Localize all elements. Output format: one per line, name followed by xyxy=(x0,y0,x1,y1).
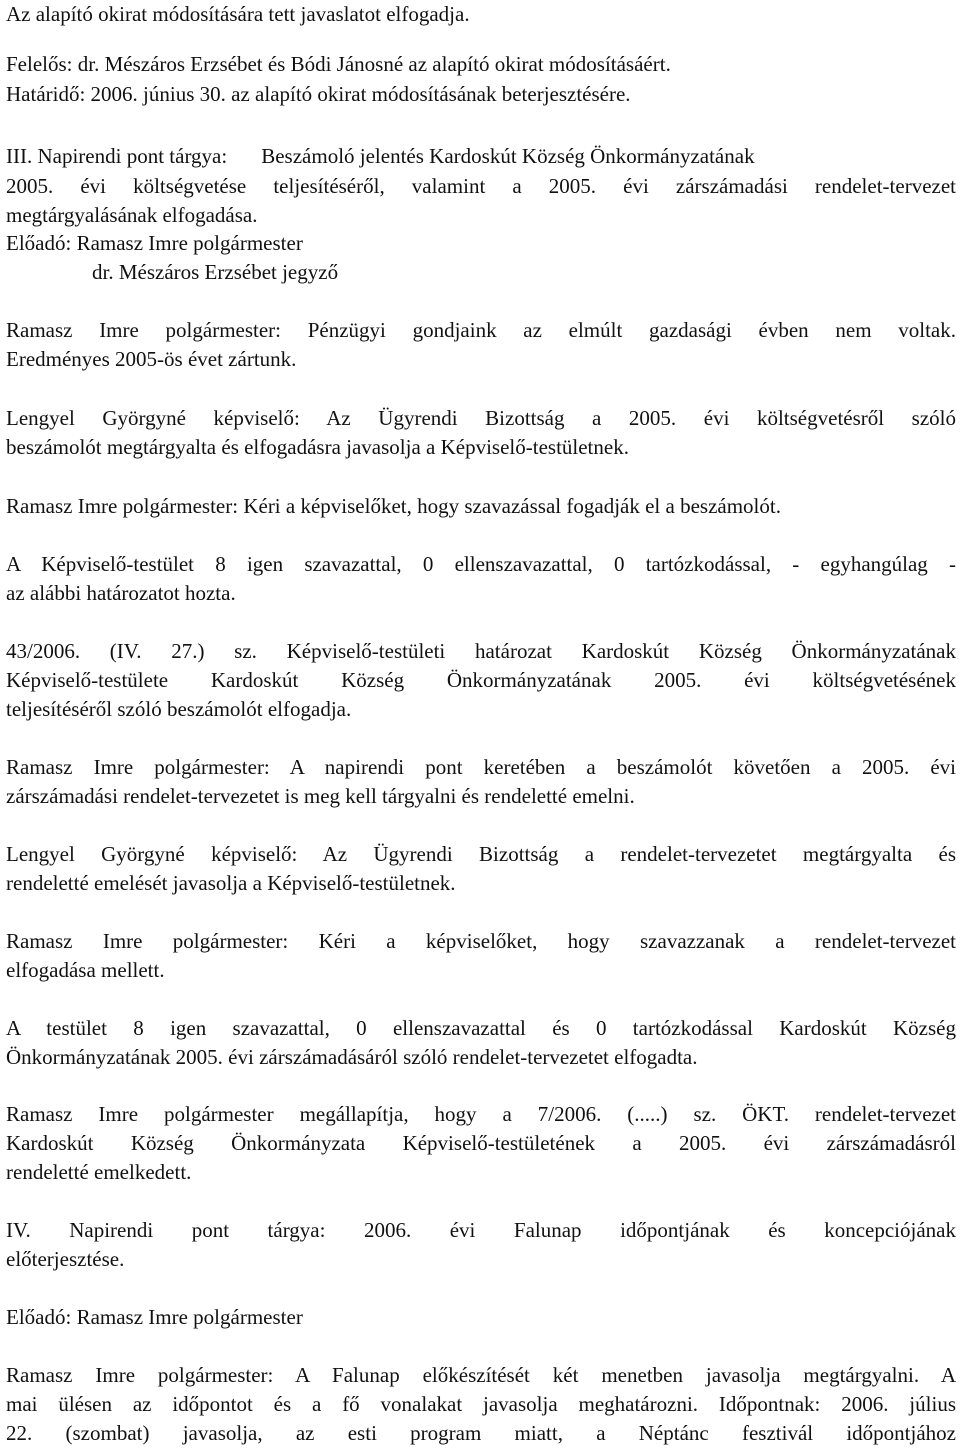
text-line: előterjesztése. xyxy=(6,1247,125,1271)
agenda-number: III. Napirendi pont tárgya: xyxy=(6,144,228,168)
text-line: Határidő: 2006. június 30. az alapító okirat módosításának beterjesztésére. xyxy=(6,82,631,106)
presenter-line: Előadó: Ramasz Imre polgármester xyxy=(6,231,303,255)
text-line: beszámolót megtárgyalta és elfogadásra javasolja a Képviselő-testületnek. xyxy=(6,435,629,459)
resolution-number: 43/2006. (IV. 27.) sz. xyxy=(6,639,257,663)
presenter-line: Előadó: Ramasz Imre polgármester xyxy=(6,1305,303,1329)
text-line: Ramasz Imre polgármester: Kéri a képviselőket, hogy szavazzanak a rendelet-tervezet xyxy=(6,929,956,953)
text-line: Ramasz Imre polgármester: A napirendi pont keretében a beszámolót követően a 2005. évi xyxy=(6,755,956,779)
text-line: Lengyel Györgyné képviselő: Az Ügyrendi Bizottság a rendelet-tervezetet megtárgyalta és xyxy=(6,842,956,866)
text-line: rendeletté emelkedett. xyxy=(6,1160,192,1184)
text-line: Eredményes 2005-ös évet zártunk. xyxy=(6,347,297,371)
text-line: elfogadása mellett. xyxy=(6,958,165,982)
text-line: 22. (szombat) javasolja, az esti program miatt, a Néptánc fesztivál időpontjához xyxy=(6,1421,956,1445)
text-line: Ramasz Imre polgármester megállapítja, hogy a 7/2006. (.....) sz. ÖKT. rendelet-tervezet xyxy=(6,1102,956,1126)
text-line: Felelős: dr. Mészáros Erzsébet és Bódi Jánosné az alapító okirat módosításáért. xyxy=(6,52,671,76)
text-line: 2005. évi költségvetése teljesítéséről, valamint a 2005. évi zárszámadási rendelet-tervezet xyxy=(6,174,956,198)
text-line: rendeletté emelését javasolja a Képviselő-testületnek. xyxy=(6,871,456,895)
agenda-heading xyxy=(6,142,755,170)
text-line: Képviselő-testülete Kardoskút Község Önkormányzatának 2005. évi költségvetésének xyxy=(6,668,956,692)
text-line: A Képviselő-testület 8 igen szavazattal, 0 ellenszavazattal, 0 tartózkodással, - egyhangúlag - xyxy=(6,552,956,576)
text-line: Önkormányzatának 2005. évi zárszámadásáról szóló rendelet-tervezetet elfogadta. xyxy=(6,1045,698,1069)
agenda-title: Beszámoló jelentés Kardoskút Község Önkormányzatának xyxy=(261,144,755,168)
agenda-heading: IV. Napirendi pont tárgya: 2006. évi Falunap időpontjának és koncepciójának xyxy=(6,1218,956,1242)
presenter-line: dr. Mészáros Erzsébet jegyző xyxy=(92,260,339,284)
text-line: az alábbi határozatot hozta. xyxy=(6,581,236,605)
text-line: Ramasz Imre polgármester: A Falunap előkészítését két menetben javasolja megtárgyalni. A xyxy=(6,1363,956,1387)
text-line: megtárgyalásának elfogadása. xyxy=(6,203,258,227)
text-line: Ramasz Imre polgármester: Kéri a képviselőket, hogy szavazással fogadják el a beszámolót. xyxy=(6,494,781,518)
resolution-title: Képviselő-testületi határozat Kardoskút Község Önkormányzatának xyxy=(286,639,956,663)
resolution-heading xyxy=(6,637,956,665)
text-line: Lengyel Györgyné képviselő: Az Ügyrendi Bizottság a 2005. évi költségvetésről szóló xyxy=(6,406,956,430)
text-line: Ramasz Imre polgármester: Pénzügyi gondjaink az elmúlt gazdasági évben nem voltak. xyxy=(6,318,956,342)
text-line: A testület 8 igen szavazattal, 0 ellenszavazattal és 0 tartózkodással Kardoskút Község xyxy=(6,1016,956,1040)
text-line: teljesítéséről szóló beszámolót elfogadja. xyxy=(6,697,352,721)
text-line: Kardoskút Község Önkormányzata Képviselő-testületének a 2005. évi zárszámadásról xyxy=(6,1131,956,1155)
text-line: mai ülésen az időpontot és a fő vonalakat javasolja meghatározni. Időpontnak: 2006. július xyxy=(6,1392,956,1416)
text-line: zárszámadási rendelet-tervezetet is meg kell tárgyalni és rendeletté emelni. xyxy=(6,784,635,808)
text-line: Az alapító okirat módosítására tett javaslatot elfogadja. xyxy=(6,2,470,26)
